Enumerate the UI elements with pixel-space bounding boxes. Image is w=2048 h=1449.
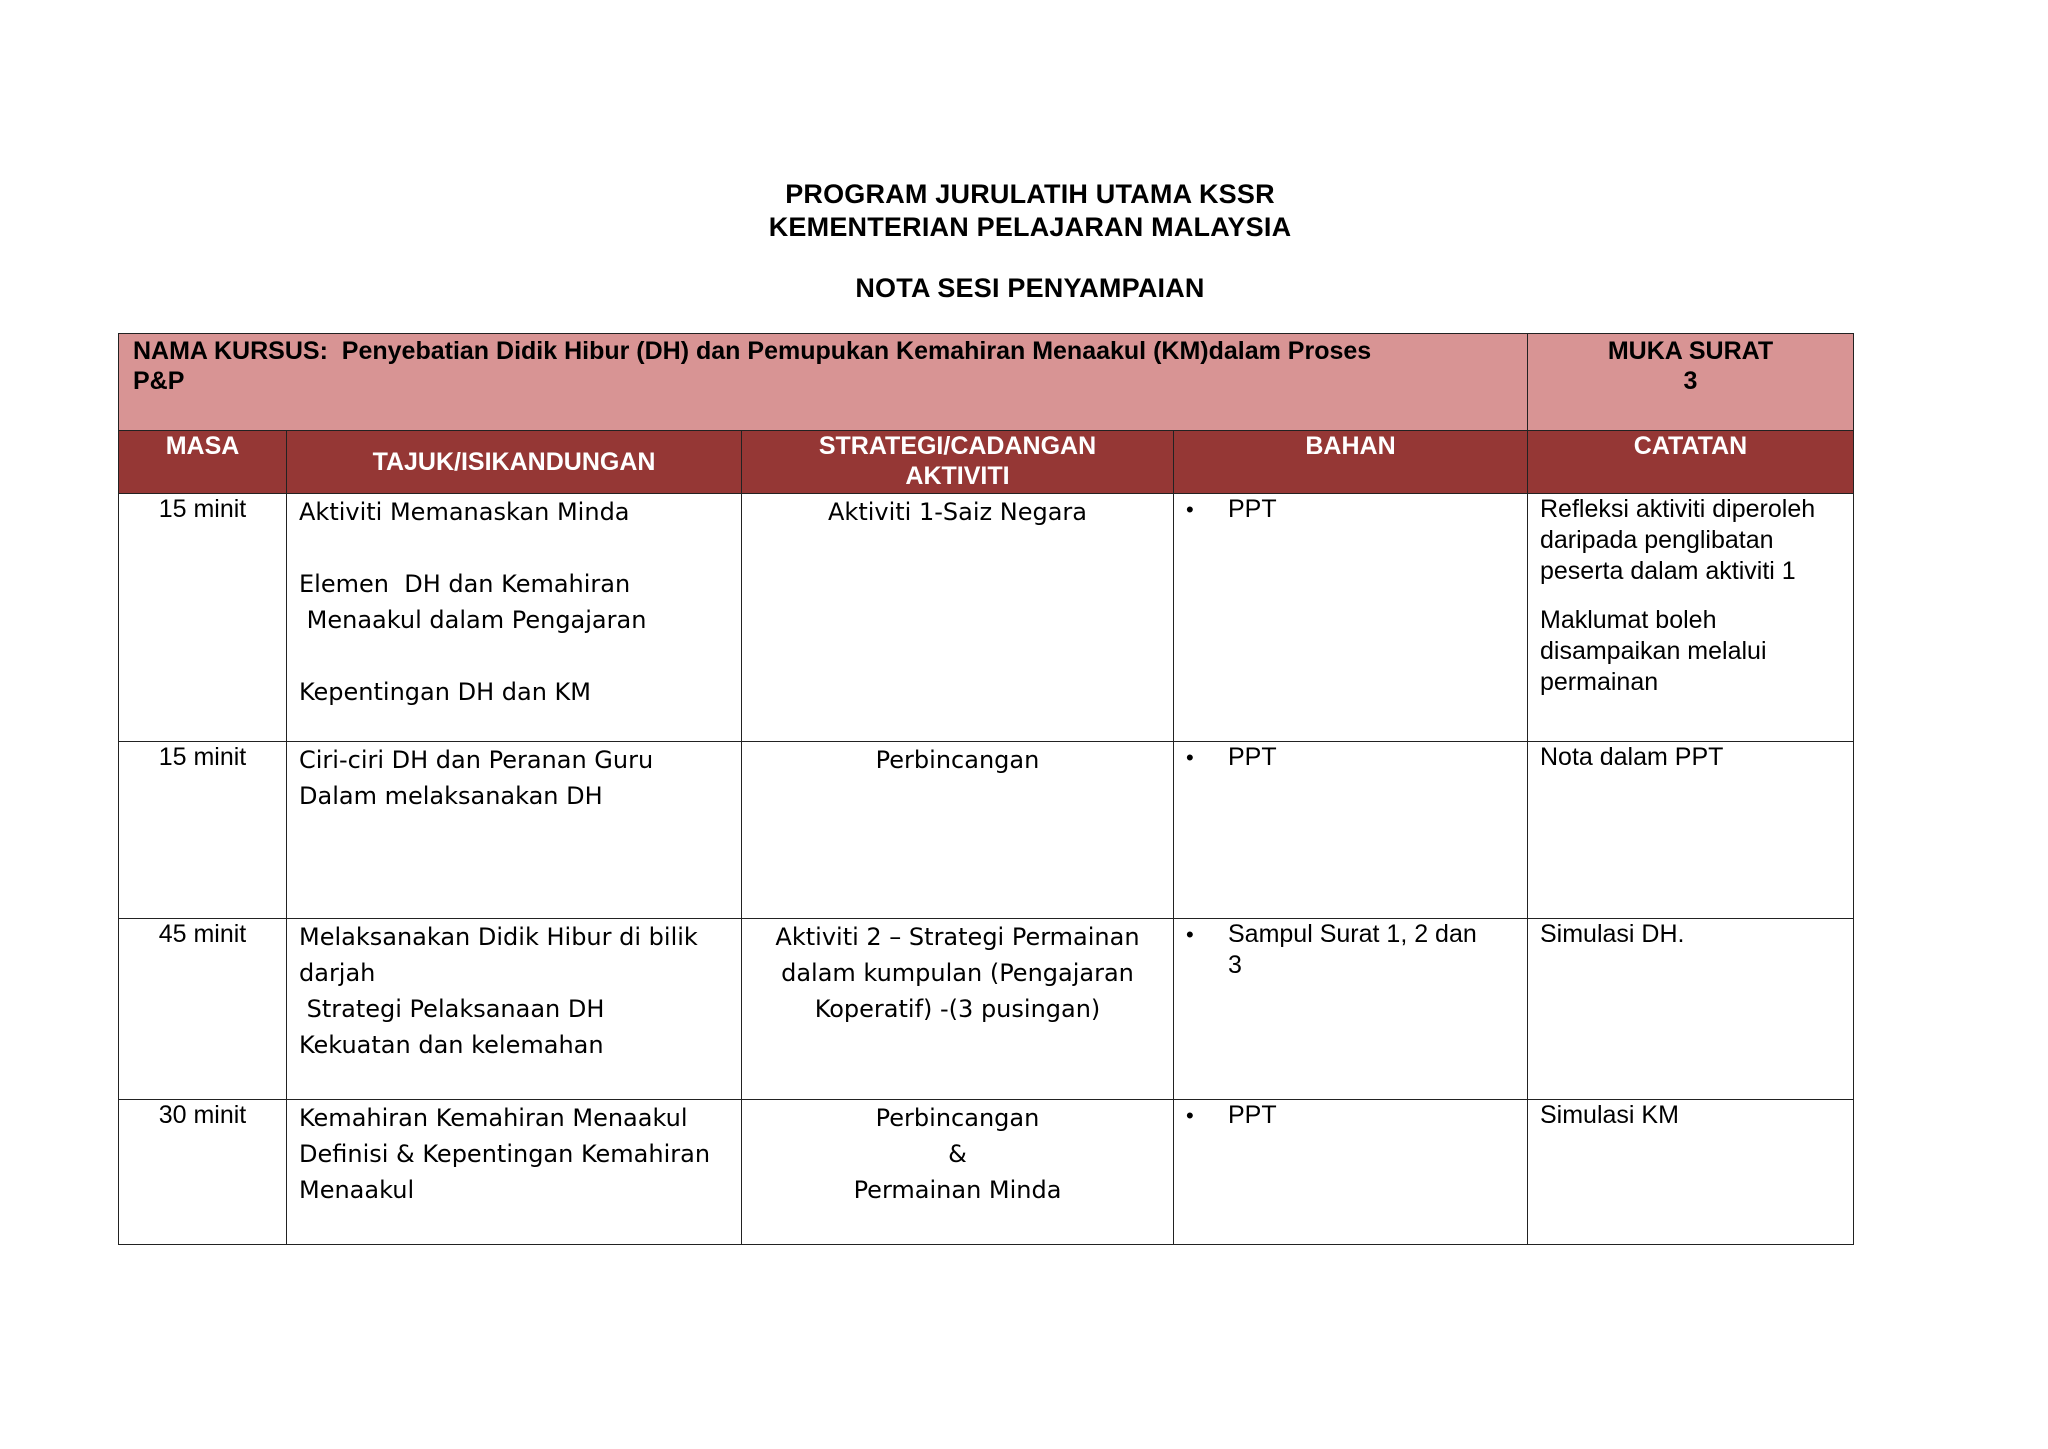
tajuk-line: Kepentingan DH dan KM [299,678,591,706]
bahan-text [1228,1100,1277,1131]
tajuk-line: Definisi & Kepentingan Kemahiran [299,1140,711,1168]
session-notes-title: NOTA SESI PENYAMPAIAN [855,273,1205,303]
page-number: 3 [1683,367,1698,395]
session-table [118,333,1854,1245]
strategi-line: Permainan Minda [853,1176,1062,1204]
strategi-line: Aktiviti 1-Saiz Negara [828,498,1087,526]
tajuk-line [299,530,733,566]
bullet-icon: • [1186,1103,1194,1128]
tajuk-cell [287,494,742,742]
bahan-text [1228,494,1277,525]
strategi-line: Koperatif) -(3 pusingan) [814,995,1101,1023]
bahan-cell [1174,494,1528,742]
strategi-line: Perbincangan [875,1104,1040,1132]
bullet-icon: • [1186,922,1194,947]
col-header-masa: MASA [119,431,287,494]
bahan-line: PPT [1228,743,1277,771]
tajuk-line: Aktiviti Memanaskan Minda [299,498,630,526]
col-header-catatan: CATATAN [1528,431,1854,494]
catatan-line [1540,587,1845,605]
table-row [119,919,1854,1100]
catatan-line: daripada penglibatan [1540,526,1774,554]
page-label: MUKA SURAT [1607,337,1774,365]
tajuk-line: Menaakul dalam Pengajaran [299,606,647,634]
catatan-line: Simulasi DH. [1540,920,1685,948]
masa-cell: 15 minit [119,742,287,919]
masa-cell: 30 minit [119,1100,287,1245]
strategi-line: dalam kumpulan (Pengajaran [781,959,1134,987]
tajuk-cell [287,919,742,1100]
strategi-cell [742,742,1174,919]
tajuk-line: Kemahiran Kemahiran Menaakul [299,1104,688,1132]
catatan-cell [1528,1100,1854,1245]
strategi-line: Perbincangan [875,746,1040,774]
bahan-text [1228,742,1277,773]
masa-cell: 15 minit [119,494,287,742]
bahan-cell [1174,1100,1528,1245]
course-name-cell [119,334,1528,431]
tajuk-line: Menaakul [299,1176,415,1204]
strategi-cell [742,494,1174,742]
tajuk-line: Strategi Pelaksanaan DH [299,995,605,1023]
course-name-cont: P&P [133,367,185,395]
strategi-line: & [948,1140,967,1168]
document-title: PROGRAM JURULATIH UTAMA KSSR [785,179,1275,209]
masa-cell: 45 minit [119,919,287,1100]
tajuk-line: Dalam melaksanakan DH [299,782,603,810]
col-header-strategi [742,431,1174,494]
catatan-cell [1528,494,1854,742]
tajuk-cell [287,1100,742,1245]
catatan-line: Maklumat boleh [1540,606,1717,634]
bahan-line: PPT [1228,495,1277,523]
catatan-cell [1528,742,1854,919]
tajuk-line [299,638,733,674]
col-header-strategi-line1: STRATEGI/CADANGAN [818,432,1097,460]
course-row [119,334,1854,431]
catatan-line: Simulasi KM [1540,1101,1679,1129]
page-number-cell [1528,334,1854,431]
tajuk-line: Kekuatan dan kelemahan [299,1031,604,1059]
tajuk-line: Melaksanakan Didik Hibur di bilik [299,923,698,951]
bullet-icon: • [1186,497,1194,522]
table-row [119,742,1854,919]
bahan-cell [1174,919,1528,1100]
catatan-line: Nota dalam PPT [1540,743,1724,771]
catatan-line: permainan [1540,668,1659,696]
col-header-strategi-line2: AKTIVITI [905,462,1010,490]
catatan-line: disampaikan melalui [1540,637,1767,665]
bahan-bullet-item [1186,1100,1517,1131]
tajuk-line: Ciri-ciri DH dan Peranan Guru [299,746,654,774]
bahan-bullet-item [1186,919,1517,981]
ministry-title: KEMENTERIAN PELAJARAN MALAYSIA [768,212,1292,242]
catatan-line: Refleksi aktiviti diperoleh [1540,495,1816,523]
bahan-line: 3 [1228,951,1242,979]
col-header-tajuk: TAJUK/ISIKANDUNGAN [287,431,742,494]
column-header-row [119,431,1854,494]
bahan-bullet-item [1186,742,1517,773]
strategi-cell [742,919,1174,1100]
table-row [119,494,1854,742]
bahan-cell [1174,742,1528,919]
tajuk-line: Elemen DH dan Kemahiran [299,570,631,598]
table-body [119,494,1854,1245]
strategi-cell [742,1100,1174,1245]
strategi-line: Aktiviti 2 – Strategi Permainan [775,923,1140,951]
bahan-text [1228,919,1477,981]
bahan-line: PPT [1228,1101,1277,1129]
bahan-line: Sampul Surat 1, 2 dan [1228,920,1477,948]
bahan-bullet-item [1186,494,1517,525]
tajuk-cell [287,742,742,919]
tajuk-line: darjah [299,959,376,987]
course-name: NAMA KURSUS: Penyebatian Didik Hibur (DH) dan Pemupukan Kemahiran Menaakul (KM)dalam Proses [133,337,1372,365]
catatan-line: peserta dalam aktiviti 1 [1540,557,1796,585]
bullet-icon: • [1186,745,1194,770]
col-header-bahan: BAHAN [1174,431,1528,494]
table-row [119,1100,1854,1245]
catatan-cell [1528,919,1854,1100]
